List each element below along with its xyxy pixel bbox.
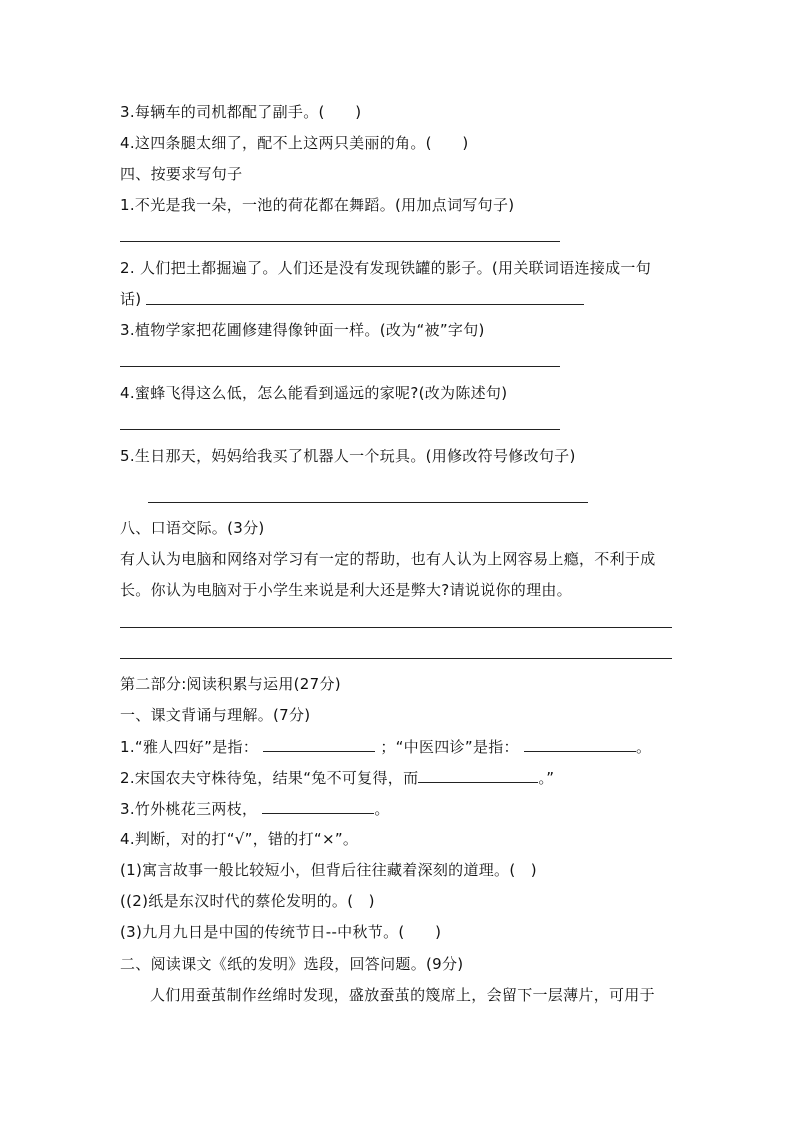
part-2-section-1-title: 一、课文背诵与理解。(7分) (120, 706, 311, 724)
section-8-title: 八、口语交际。(3分) (120, 519, 265, 537)
section-8-prompt-2: 长。你认为电脑对于小学生来说是利大还是弊大?请说说你的理由。 (120, 581, 572, 599)
recite-q1-sep: ；“中医四诊”是指： (380, 738, 519, 756)
part-2-title: 第二部分:阅读积累与运用(27分) (120, 675, 341, 693)
recite-q3 (120, 797, 390, 820)
rewrite-q5: 5.生日那天，妈妈给我买了机器人一个玩具。(用修改符号修改句子) (120, 447, 576, 465)
recite-q2-text: 2.宋国农夫守株待兔，结果“兔不可复得，而 (120, 769, 419, 787)
judge-instruction: 4.判断，对的打“√”，错的打“×”。 (120, 830, 359, 848)
recite-q2-blank[interactable] (418, 766, 538, 783)
section-4-title: 四、按要求写句子 (120, 165, 243, 183)
judge-item-3: (3)九月九日是中国的传统节日--中秋节。( ) (120, 923, 442, 941)
recite-q1-text: 1.“雅人四好”是指： (120, 738, 259, 756)
answer-line-oral-2[interactable] (120, 658, 672, 659)
section-8-prompt-1: 有人认为电脑和网络对学习有一定的帮助，也有人认为上网容易上瘾，不利于成 (120, 550, 656, 568)
recite-q3-text: 3.竹外桃花三两枝， (120, 800, 258, 818)
recite-q1-blank-2[interactable] (524, 735, 636, 752)
part-2-section-2-title: 二、阅读课文《纸的发明》选段，回答问题。(9分) (120, 955, 464, 973)
rewrite-q4: 4.蜜蜂飞得这么低，怎么能看到遥远的家呢?(改为陈述句) (120, 384, 508, 402)
recite-q1-end: 。 (635, 738, 652, 756)
recite-q3-end: 。 (374, 800, 390, 818)
recite-q1 (120, 735, 651, 758)
judge-item-1: (1)寓言故事一般比较短小，但背后往往藏着深刻的道理。( ) (120, 861, 537, 879)
rewrite-q2: 2. 人们把土都掘遍了。人们还是没有发现铁罐的影子。(用关联词语连接成一句 (120, 259, 652, 277)
rewrite-q2-cont (120, 288, 141, 310)
item-4: 4.这四条腿太细了，配不上这两只美丽的角。( ) (120, 134, 469, 152)
rewrite-q3: 3.植物学家把花圃修建得像钟面一样。(改为“被”字句) (120, 321, 485, 339)
item-3: 3.每辆车的司机都配了副手。( ) (120, 103, 362, 121)
rewrite-q1: 1.不光是我一朵，一池的荷花都在舞蹈。(用加点词写句子) (120, 196, 515, 214)
answer-line-oral-1[interactable] (120, 627, 672, 628)
answer-line-q3[interactable] (120, 366, 560, 367)
recite-q2 (120, 766, 554, 789)
answer-line-q1[interactable] (120, 241, 560, 242)
recite-q3-blank[interactable] (262, 797, 374, 814)
recite-q2-end: 。” (538, 769, 555, 787)
reading-passage: 人们用蚕茧制作丝绵时发现，盛放蚕茧的篾席上，会留下一层薄片，可用于 (150, 986, 655, 1004)
answer-line-q2[interactable] (146, 304, 584, 305)
judge-item-2: ((2)纸是东汉时代的蔡伦发明的。( ) (120, 892, 375, 910)
answer-line-q5[interactable] (148, 502, 588, 503)
recite-q1-blank-1[interactable] (263, 735, 375, 752)
answer-line-q4[interactable] (120, 429, 560, 430)
rewrite-q2-tail: 话) (120, 290, 142, 308)
